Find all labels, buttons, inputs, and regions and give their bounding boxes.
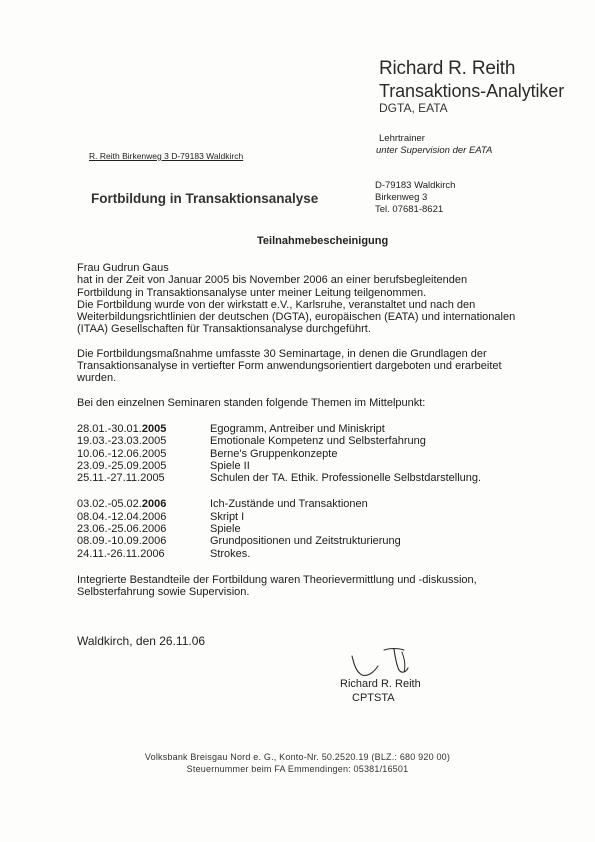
- seminar-topic: Emotionale Kompetenz und Selbsterfahrung: [210, 435, 426, 448]
- seminar-row: [77, 435, 547, 447]
- footer-bank-details: Volksbank Breisgau Nord e. G., Konto-Nr. 50.2520.19 (BLZ.: 680 920 00): [144, 752, 451, 762]
- return-address: R. Reith Birkenweg 3 D-79183 Waldkirch: [89, 151, 244, 161]
- seminar-topic: Spiele: [210, 523, 241, 536]
- seminar-date: 23.06.-25.06.2006: [77, 523, 167, 536]
- seminar-topic: Egogramm, Antreiber und Miniskript: [210, 422, 385, 435]
- seminar-row: [77, 498, 547, 510]
- scope-paragraph: [77, 348, 547, 385]
- seminar-date: 08.09.-10.09.2006: [77, 535, 167, 548]
- letterhead-supervision: unter Supervision der EATA: [376, 145, 493, 156]
- seminar-row: [77, 460, 547, 472]
- seminar-row: [77, 511, 547, 523]
- seminar-topic: Berne's Gruppenkonzepte: [210, 447, 338, 460]
- intro-paragraph: [77, 274, 547, 335]
- closing-line: Integrierte Bestandteile der Fortbildung waren Theorievermittlung und -diskussion,: [77, 573, 477, 586]
- subject-line: Fortbildung in Transaktionsanalyse: [91, 191, 319, 206]
- seminar-date: 24.11.-26.11.2006: [77, 547, 165, 560]
- letterhead-profession: Transaktions-Analytiker: [379, 81, 565, 101]
- recipient-name: Frau Gudrun Gaus: [77, 262, 169, 274]
- seminar-topic: Grundpositionen und Zeitstrukturierung: [210, 535, 401, 548]
- seminar-date: 10.06.-12.06.2005: [77, 447, 167, 460]
- place-and-date: Waldkirch, den 26.11.06: [77, 634, 206, 648]
- footer-tax-number: Steuernummer beim FA Emmendingen: 05381/16501: [186, 764, 409, 774]
- letterhead-name: Richard R. Reith: [379, 58, 516, 79]
- letterhead-associations: DGTA, EATA: [379, 101, 448, 115]
- address-city: D-79183 Waldkirch: [375, 180, 456, 191]
- seminar-list-2005: [77, 423, 547, 484]
- seminar-row: [77, 448, 547, 460]
- address-street: Birkenweg 3: [375, 192, 428, 203]
- intro-line: Fortbildung in Transaktionsanalyse unter meiner Leitung teilgenommen.: [77, 286, 427, 299]
- seminar-topic: Ich-Zustände und Transaktionen: [210, 498, 368, 511]
- handwritten-signature: [346, 642, 436, 682]
- topics-intro: Bei den einzelnen Seminaren standen folgende Themen im Mittelpunkt:: [77, 396, 426, 409]
- intro-line: hat in der Zeit von Januar 2005 bis November 2006 an einer berufsbegleitenden: [77, 274, 468, 287]
- scope-line: Transaktionsanalyse in vertiefter Form anwendungsorientiert dargeboten und erarbeitet: [77, 360, 502, 373]
- sender-address-block: [375, 180, 455, 216]
- scope-line: Die Fortbildungsmaßnahme umfasste 30 Seminartage, in denen die Grundlagen der: [77, 347, 487, 360]
- seminar-list-2006: [77, 498, 547, 559]
- signer-title: CPTSTA: [352, 692, 395, 704]
- scope-line: wurden.: [77, 372, 117, 385]
- seminar-date: 25.11.-27.11.2005: [77, 472, 165, 485]
- seminar-topic: Schulen der TA. Ethik. Professionelle Selbstdarstellung.: [210, 472, 482, 485]
- intro-line: (ITAA) Gesellschaften für Transaktionsanalyse durchgeführt.: [77, 323, 371, 336]
- closing-line: Selbsterfahrung sowie Supervision.: [77, 586, 250, 599]
- seminar-topic: Skript I: [210, 510, 245, 523]
- seminar-row: [77, 523, 547, 535]
- seminar-row: [77, 548, 547, 560]
- seminar-date: 23.09.-25.09.2005: [77, 459, 167, 472]
- seminar-date: 03.02.-05.02.2006: [77, 498, 167, 511]
- letter-body: [77, 262, 547, 599]
- seminar-row: [77, 535, 547, 547]
- address-phone: Tel. 07681-8621: [375, 204, 444, 215]
- seminar-date: 08.04.-12.04.2006: [77, 510, 167, 523]
- seminar-topic: Spiele II: [210, 459, 250, 472]
- letterhead-role: Lehrtrainer: [379, 133, 425, 144]
- document-title: Teilnahmebescheinigung: [257, 235, 389, 247]
- closing-paragraph: [77, 574, 547, 599]
- seminar-date: 19.03.-23.03.2005: [77, 435, 167, 448]
- seminar-row: [77, 423, 547, 435]
- intro-line: Weiterbildungsrichtlinien der deutschen (DGTA), europäischen (EATA) und internationalen: [77, 311, 516, 324]
- seminar-date: 28.01.-30.01.2005: [77, 422, 167, 435]
- intro-line: Die Fortbildung wurde von der wirkstatt e.V., Karlsruhe, veranstaltet und nach den: [77, 298, 476, 311]
- seminar-row: [77, 472, 547, 484]
- seminar-topic: Strokes.: [210, 547, 251, 560]
- signer-name: Richard R. Reith: [340, 678, 421, 690]
